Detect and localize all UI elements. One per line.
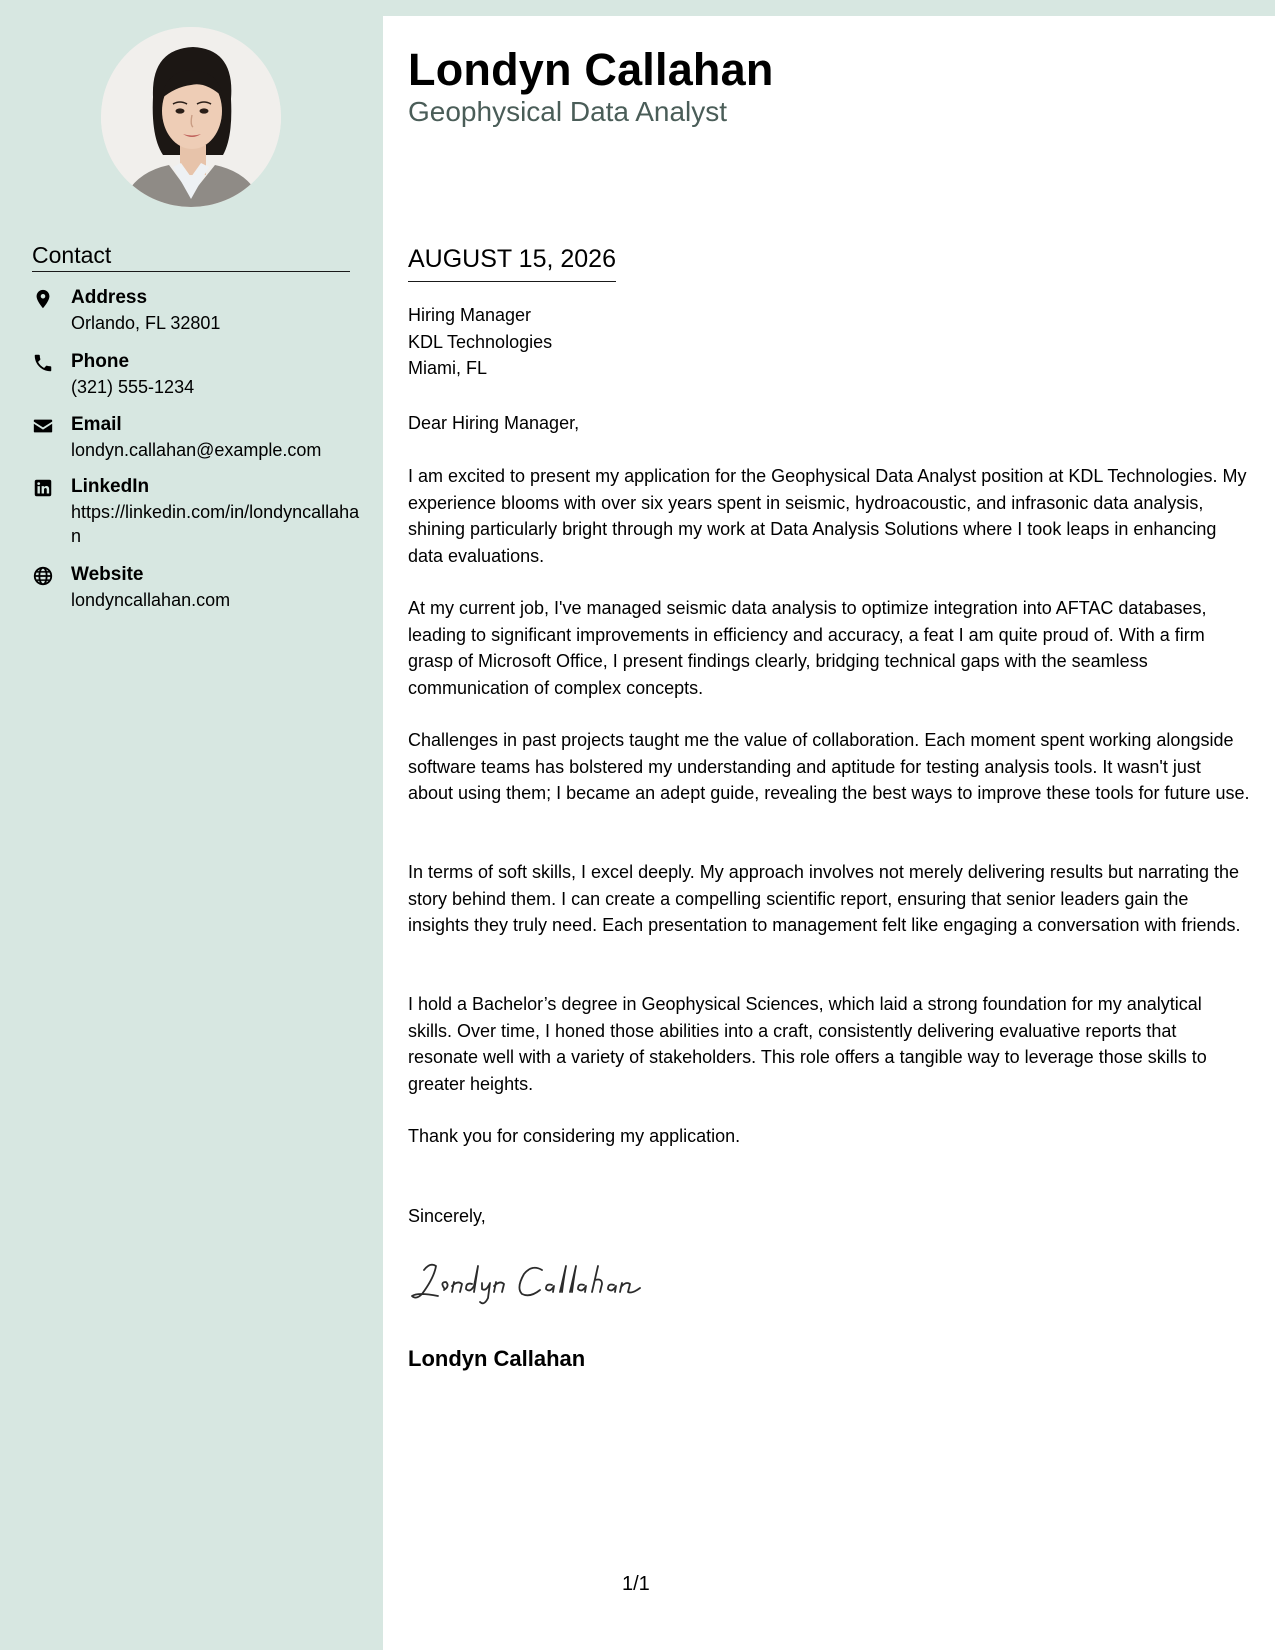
applicant-name: Londyn Callahan — [408, 44, 774, 95]
contact-heading: Contact — [32, 241, 350, 272]
website-value[interactable]: londyncallahan.com — [71, 590, 231, 610]
avatar — [101, 27, 281, 207]
closing-line: Thank you for considering my application. — [408, 1126, 741, 1146]
linkedin-value[interactable]: https://linkedin.com/in/londyncallahan — [71, 502, 360, 546]
job-title: Geophysical Data Analyst — [408, 96, 728, 127]
body-paragraph: I am excited to present my application for the Geophysical Data Analyst position at KDL Technologies. My experience blooms with over six years spent in seismic, hydroacoustic, and infrasonic data analysis, shining particularly bright through my work at Data Analysis Solutions where I took leaps in enhancing data evaluations. — [408, 466, 1247, 566]
email-value[interactable]: londyn.callahan@example.com — [71, 440, 322, 460]
recipient-line: Miami, FL — [408, 358, 488, 378]
handwritten-signature — [408, 1258, 668, 1308]
phone-icon — [32, 352, 54, 374]
recipient-line: KDL Technologies — [408, 331, 553, 352]
map-pin-icon — [32, 288, 54, 310]
body-paragraph: Challenges in past projects taught me the value of collaboration. Each moment spent working alongside software teams has bolstered my understanding and aptitude for testing analysis tools. It wasn't just about using them; I became an adept guide, revealing the best ways to improve these tools for future use. — [408, 730, 1250, 803]
address-value: Orlando, FL 32801 — [71, 313, 221, 333]
signed-name: Londyn Callahan — [408, 1346, 586, 1371]
linkedin-label: LinkedIn — [71, 476, 150, 497]
sign-off: Sincerely, — [408, 1206, 486, 1226]
body-paragraph: I hold a Bachelor’s degree in Geophysical Sciences, which laid a strong foundation for my analytical skills. Over time, I honed those abilities into a craft, consistently delivering evaluative reports that resonate well with a variety of stakeholders. This role offers a tangible way to leverage those skills to greater heights. — [408, 994, 1207, 1094]
profile-photo — [101, 27, 281, 207]
salutation: Dear Hiring Manager, — [408, 413, 580, 433]
linkedin-icon — [32, 477, 54, 499]
website-label: Website — [71, 564, 144, 585]
phone-label: Phone — [71, 351, 130, 372]
body-paragraph: In terms of soft skills, I excel deeply. My approach involves not merely delivering results but narrating the story behind them. I can create a compelling scientific report, ensuring that senior leaders gain the insights they truly need. Each presentation to management felt like engaging a conversation with friends. — [408, 862, 1241, 935]
phone-value: (321) 555-1234 — [71, 377, 195, 397]
body-paragraph: At my current job, I've managed seismic data analysis to optimize integration into AFTAC databases, leading to significant improvements in efficiency and accuracy, a feat I am quite proud of. With a firm grasp of Microsoft Office, I present findings clearly, bridging technical gaps with the seamless communication of complex concepts. — [408, 598, 1207, 698]
envelope-icon — [32, 415, 54, 437]
page-number: 1/1 — [622, 1573, 650, 1595]
letter-date: AUGUST 15, 2026 — [408, 243, 616, 282]
recipient-block — [408, 302, 552, 382]
address-label: Address — [71, 287, 148, 308]
globe-icon — [32, 565, 54, 587]
email-label: Email — [71, 414, 122, 435]
recipient-line: Hiring Manager — [408, 305, 532, 325]
